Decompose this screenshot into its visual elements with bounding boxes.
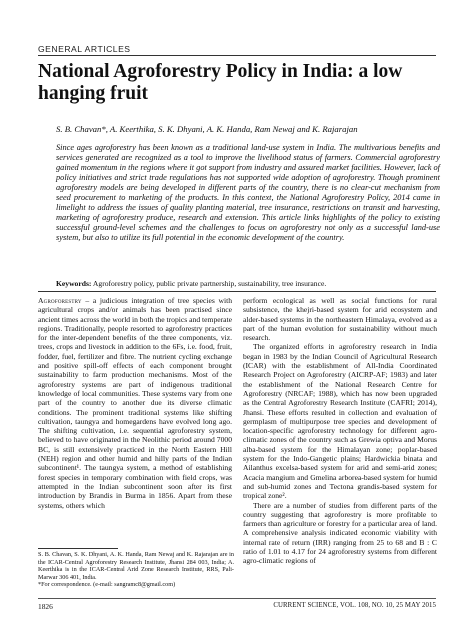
body-column-left (38, 296, 232, 510)
lead-word: Agroforestry (38, 296, 82, 305)
footer-rule (38, 598, 436, 599)
keywords-text: Agroforestry policy, public private partnership, sustainability, tree insurance. (92, 279, 327, 288)
body-paragraph: perform ecological as well as social functions for rural subsistence, the khejri-based system for arid ecosystem and alder-based systems in the northeastern Himalaya, evolved as a part of the human evolution for sustainability without much research. (243, 296, 437, 343)
paragraph-text: – a judicious integration of tree species with agricultural crops and/or animals has been practised since ancient times across the world in both the tropics and temperate regions. Traditionally, people resorted to agroforestry practices for the inter-dependent benefits of the three components, viz. trees, crops and livestock in addition to the 6Fs, i.e. food, fruit, fodder, fuel, fertilizer and fibre. The nutrient cycling exchange and positive spill-off effects of each component brought sustainability to farm production mechanisms. Most of the agroforestry systems are part of indigenous traditional knowledge of local communities. These systems vary from one part of the country to another due its diverse climatic conditions. The prominent traditional systems like shifting cultivation, taungya and homegardens have evolved long ago. The shifting cultivation, i.e. sequential agroforestry system, believed to have originated in the Neolithic period around 7000 BC, is still extensively practiced in the North Eastern Hill (NEH) region and other humid and hilly parts of the Indian subcontinent¹. The taungya system, a method of establishing forest species in temporary combination with field crops, was attempted in the Indian subcontinent soon after its first introduction by Brandis in Burma in 1856. Apart from these systems, others which (38, 296, 232, 510)
article-title: National Agroforestry Policy in India: a low hanging fruit (38, 61, 403, 104)
abstract-rule (38, 291, 436, 292)
page-number: 1826 (38, 602, 53, 611)
footnote (38, 551, 234, 589)
abstract: Since ages agroforestry has been known as a traditional land-use system in India. The multivarious benefits and services generated are recognized as a tool to improve the livelihood status of farmers. Commercial agroforestry gained momentum in the regions where it got support from industry and assured market facilities. However, lack of policy initiatives and strict trade regulations has not supported wide adoption of agroforestry. Though prominent agroforestry models are being developed in different parts of the country, there is no clear-cut mechanism from seed procurement to marketing of the products. In this context, the National Agroforestry Policy, 2014 came in limelight to address the issues of quality planting material, tree insurance, restrictions on transit and harvesting, marketing of agroforestry produce, research and extension. This article links highlights of the policy to existing successful ground-level schemes and the challenges to focus on agroforestry not only as a successful land-use system, but also to utilize its full potential in the economic development of the country. (56, 143, 440, 243)
section-label: GENERAL ARTICLES (38, 44, 131, 54)
affiliation-note: S. B. Chavan, S. K. Dhyani, A. K. Handa, Ram Newaj and K. Rajarajan are in the ICAR-Central Agroforestry Research Institute, Jhansi 284 003, India; A. Keerthika is in the ICAR-Central Arid Zone Research Institute, RRS, Pali-Marwar 306 401, India. (38, 551, 234, 581)
journal-citation: CURRENT SCIENCE, VOL. 108, NO. 10, 25 MAY 2015 (273, 602, 436, 609)
correspondence-note: *For correspondence. (e-mail: sangramc8@gmail.com) (38, 581, 176, 588)
body-paragraph (38, 296, 232, 510)
footnote-rule (38, 548, 118, 549)
header-rule (38, 55, 436, 56)
keywords-label: Keywords: (56, 279, 92, 288)
body-column-right (243, 296, 437, 566)
body-paragraph: The organized efforts in agroforestry research in India began in 1983 by the Indian Council of Agricultural Research (ICAR) with the establishment of All-India Coordinated Research Project on Agroforestry (AICRP-AF; 1983) and later the establishment of the National Research Centre for Agroforestry (NRCAF; 1988), which has now been upgraded as the Central Agroforestry Research Institute (CAFRI; 2014), Jhansi. These efforts resulted in collection and evaluation of germplasm of multipurpose tree species and development of location-specific agroforestry technology for different agro-climatic zones of the country such as Grewia optiva and Morus alba-based system for the Himalayan zone; poplar-based system for the Indo-Gangetic plains; Hardwickia binata and Ailanthus excelsa-based system for arid and semi-arid zones; Acacia mangium and Gmelina arborea-based system for humid and sub-humid zones and Tectona grandis-based system for tropical zone². (243, 342, 437, 501)
author-list: S. B. Chavan*, A. Keerthika, S. K. Dhyani, A. K. Handa, Ram Newaj and K. Rajarajan (56, 124, 358, 134)
body-paragraph: There are a number of studies from different parts of the country suggesting that agroforestry is more profitable to farmers than agriculture or forestry for a particular area of land. A comprehensive analysis indicated economic viability with internal rate of return (IRR) ranging from 25 to 68 and B : C ratio of 1.01 to 4.17 for 24 agroforestry systems from different agro-climatic regions of (243, 500, 437, 566)
keywords-line (56, 279, 440, 288)
